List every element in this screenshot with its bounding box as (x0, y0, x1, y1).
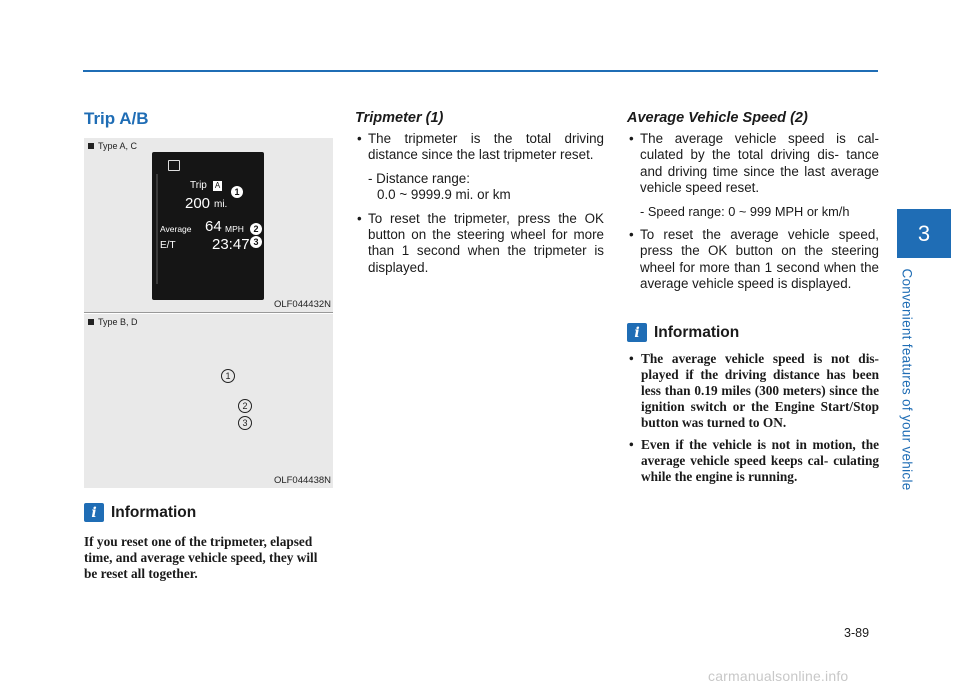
figure-divider (84, 312, 333, 313)
cluster-distance-unit: mi. (214, 199, 228, 210)
instrument-cluster-display (152, 152, 264, 300)
average-speed-list (627, 131, 879, 293)
cluster-trip-label: Trip (190, 180, 207, 191)
list-item: • The average vehicle speed is not dis- played if the driving distance has been less than 0.19 miles (300 meters) since the ignition switch or the Engine Start/Stop button was turned to ON. (627, 351, 879, 431)
square-bullet-icon (88, 319, 94, 325)
page-number: 3-89 (844, 626, 870, 640)
figure-type-label: Type A, C (88, 141, 137, 151)
information-list (627, 351, 879, 491)
speed-range: - Speed range: 0 ~ 999 MPH or km/h (640, 203, 850, 219)
cluster-gauge-bar (156, 174, 158, 284)
cluster-average-value: 64 (205, 218, 222, 235)
information-title: Information (654, 323, 740, 341)
figure-code: OLF044438N (273, 475, 331, 486)
figure-type-b-d (84, 314, 333, 488)
figure-code: OLF044432N (273, 299, 331, 310)
list-item: • Even if the vehicle is not in motion, the average vehicle speed keeps cal- culating while the engine is running. (627, 437, 879, 485)
header-rule (83, 70, 878, 72)
chapter-title-tab (893, 266, 921, 492)
marker-1: 1 (231, 186, 243, 198)
cluster-average-label: Average (160, 224, 192, 234)
chapter-title: Convenient features of your vehicle (899, 267, 915, 491)
marker-2: 2 (250, 223, 262, 235)
cluster-trip-letter: A (214, 181, 221, 190)
cluster-et-label: E/T (160, 240, 176, 251)
information-text: If you reset one of the tripmeter, elapsed time, and average vehicle speed, they will be reset all together. (84, 534, 318, 581)
list-item: • The tripmeter is the total driving distance since the last tripmeter reset. - Distance range: 0.0 ~ 9999.9 mi. or km (355, 131, 604, 204)
figure-type-a-c (84, 138, 333, 312)
list-item: • The average vehicle speed is cal- culated by the total driving dis- tance and driving time since the last average vehicle speed reset. - Speed range: 0 ~ 999 MPH or km/h (627, 131, 879, 220)
section-trip-ab (84, 108, 334, 130)
tripmeter-list (355, 131, 604, 276)
square-bullet-icon (88, 143, 94, 149)
list-item: • To reset the tripmeter, press the OK button on the steering wheel for more than 1 second when the tripmeter is displayed. (355, 211, 604, 277)
marker-2: 2 (238, 399, 252, 413)
list-item: • To reset the average vehicle speed, press the OK button on the steering wheel for more than 1 second when the average vehicle speed is displayed. (627, 227, 879, 293)
information-heading (627, 323, 739, 342)
information-icon: i (627, 323, 647, 342)
watermark: carmanualsonline.info (708, 668, 849, 684)
distance-range: - Distance range: 0.0 ~ 9999.9 mi. or km (368, 170, 511, 203)
cluster-distance: 200 (185, 195, 211, 212)
figure-type-label: Type B, D (88, 317, 138, 327)
cluster-average-unit: MPH (225, 224, 244, 234)
tripmeter-heading: Tripmeter (1) (355, 110, 444, 126)
average-speed-heading: Average Vehicle Speed (2) (627, 110, 808, 126)
cluster-et-value: 23:47 (212, 236, 250, 253)
information-icon: i (84, 503, 104, 522)
section-title: Trip A/B (84, 109, 149, 128)
marker-3: 3 (238, 416, 252, 430)
information-heading (84, 503, 196, 522)
chapter-number-tab (897, 209, 951, 258)
marker-1: 1 (221, 369, 235, 383)
information-title: Information (111, 503, 197, 521)
marker-3: 3 (250, 236, 262, 248)
trip-computer-icon (168, 160, 180, 171)
chapter-number: 3 (917, 220, 931, 246)
